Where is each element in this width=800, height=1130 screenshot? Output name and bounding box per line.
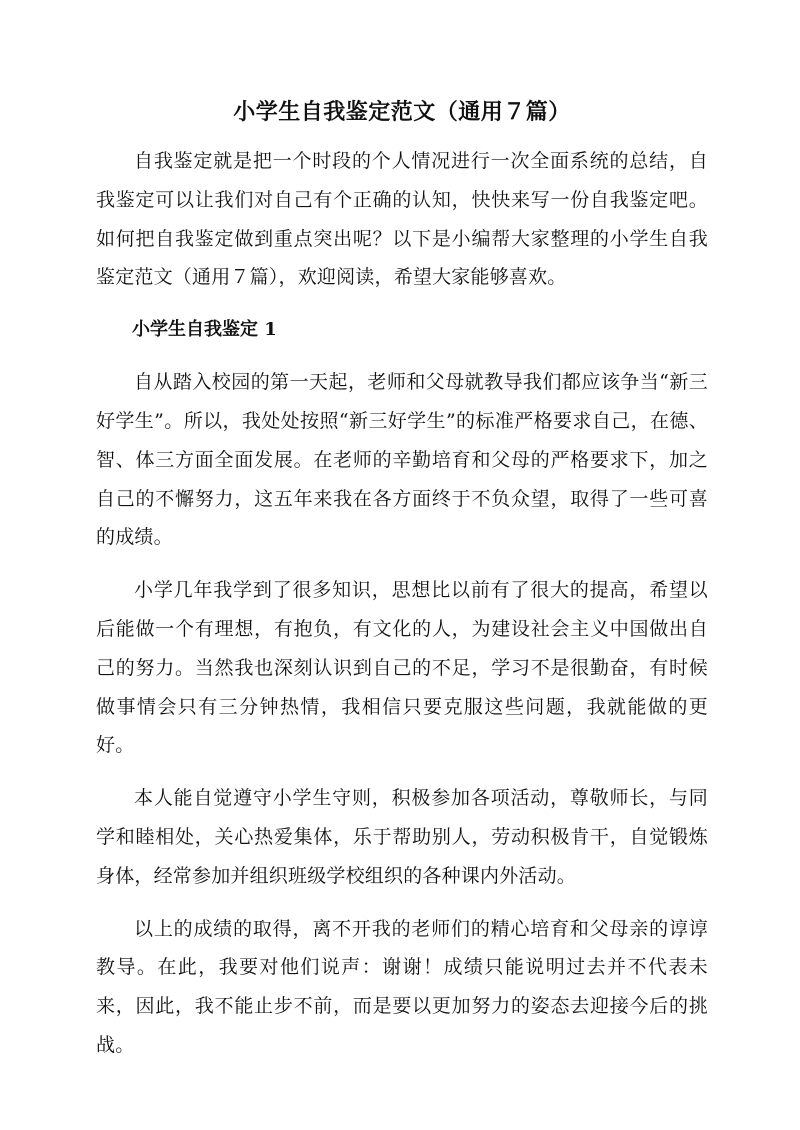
spacer bbox=[96, 349, 708, 363]
spacer bbox=[96, 297, 708, 311]
spacer bbox=[96, 896, 708, 910]
body-paragraph-4: 以上的成绩的取得，离不开我的老师们的精心培育和父母亲的谆谆教导。在此，我要对他们说声：谢谢！成绩只能说明过去并不代表未来，因此，我不能止步不前，而是要以更加努力的姿态去迎接今后的挑战。 bbox=[96, 917, 708, 1056]
document-title: 小学生自我鉴定范文（通用７篇） bbox=[233, 99, 571, 125]
body-paragraph-2: 小学几年我学到了很多知识，思想比以前有了很大的提高，希望以后能做一个有理想，有抱负，有文化的人，为建设社会主义中国做出自己的努力。当然我也深刻认识到自己的不足，学习不是很勤奋，有时候做事情会只有三分钟热情，我相信只要克服这些问题，我就能做的更好。 bbox=[96, 579, 708, 757]
spacer bbox=[96, 557, 708, 571]
intro-paragraph: 自我鉴定就是把一个时段的个人情况进行一次全面系统的总结，自我鉴定可以让我们对自己有个正确的认知，快快来写一份自我鉴定吧。如何把自我鉴定做到重点突出呢？以下是小编帮大家整理的小学生自我鉴定范文（通用７篇），欢迎阅读，希望大家能够喜欢。 bbox=[96, 150, 708, 289]
section-heading: 小学生自我鉴定 1 bbox=[132, 319, 277, 341]
spacer bbox=[96, 765, 708, 779]
body-paragraph-1: 自从踏入校园的第一天起，老师和父母就教导我们都应该争当“新三好学生”。所以，我处处按照“新三好学生”的标准严格要求自己，在德、智、体三方面全面发展。在老师的辛勤培育和父母的严格要求下，加之自己的不懈努力，这五年来我在各方面终于不负众望，取得了一些可喜的成绩。 bbox=[96, 371, 708, 549]
body-paragraph-3: 本人能自觉遵守小学生守则，积极参加各项活动，尊敬师长，与同学和睦相处，关心热爱集体，乐于帮助别人，劳动积极肯干，自觉锻炼身体，经常参加并组织班级学校组织的各种课内外活动。 bbox=[96, 787, 708, 887]
